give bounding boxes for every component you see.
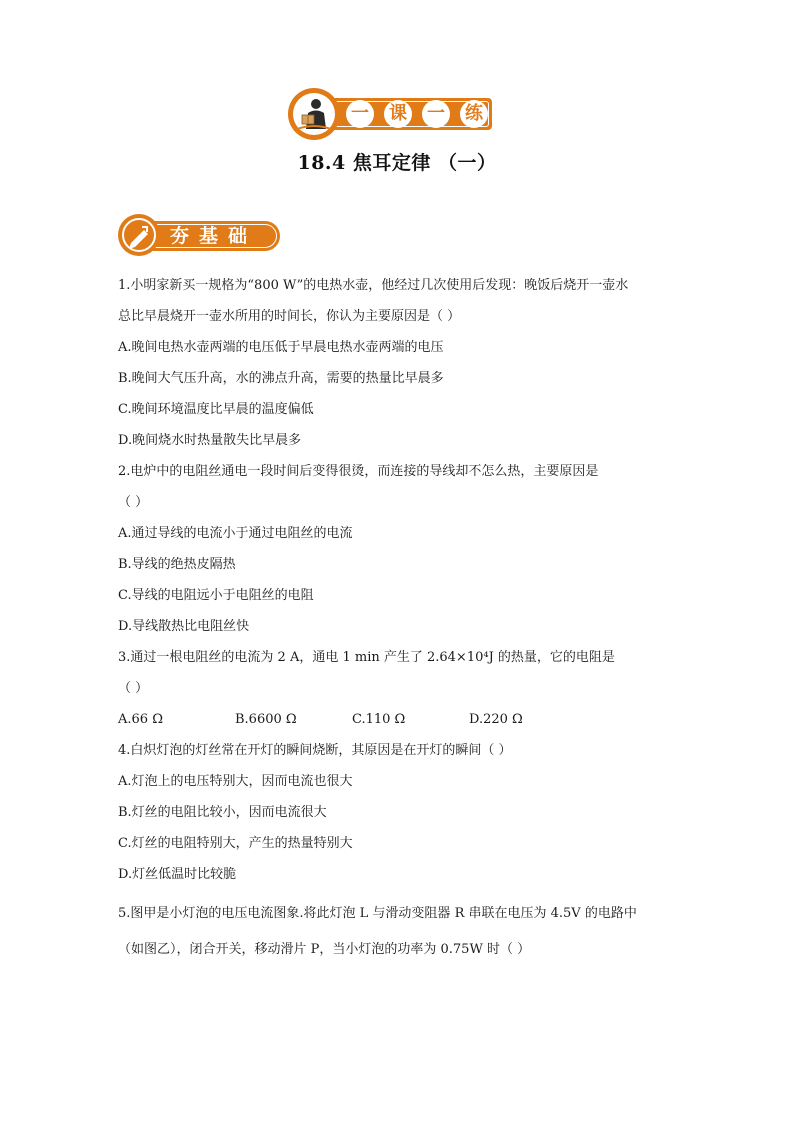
option-b: B.6600 Ω <box>235 712 297 727</box>
section-label: 夯基础 <box>170 225 258 247</box>
banner-char: 练 <box>460 100 488 128</box>
option-d: D.220 Ω <box>469 712 523 727</box>
section-badge <box>118 212 284 258</box>
question-stem: 3.通过一根电阻丝的电流为 2 A，通电 1 min 产生了 2.64×10⁴J 的热量，它的电阻是 <box>118 650 615 665</box>
banner-emblem <box>288 88 340 140</box>
question-list <box>118 270 686 968</box>
banner-char: 一 <box>422 100 450 128</box>
page-title: 18.4 焦耳定律 （一） <box>297 152 497 174</box>
option-b: B.晚间大气压升高，水的沸点升高，需要的热量比早晨多 <box>118 371 444 386</box>
option-d: D.晚间烧水时热量散失比早晨多 <box>118 433 302 448</box>
pencil-emblem <box>118 214 160 256</box>
option-a: A.通过导线的电流小于通过电阻丝的电流 <box>118 526 353 541</box>
banner-title <box>346 99 488 129</box>
option-c: C.晚间环境温度比早晨的温度偏低 <box>118 402 314 417</box>
question-stem: 5.图甲是小灯泡的电压电流图象.将此灯泡 L 与滑动变阻器 R 串联在电压为 4.5V 的电路中 <box>118 906 637 921</box>
question-stem: 4.白炽灯泡的灯丝常在开灯的瞬间烧断，其原因是在开灯的瞬间（ ） <box>118 743 512 758</box>
question-1 <box>118 270 686 456</box>
option-b: B.导线的绝热皮隔热 <box>118 557 236 572</box>
choice-row <box>118 704 686 735</box>
question-3 <box>118 642 686 735</box>
pencil-icon <box>118 214 160 256</box>
option-a: A.灯泡上的电压特别大，因而电流也很大 <box>118 774 353 789</box>
banner-char: 课 <box>384 100 412 128</box>
question-stem: 1.小明家新买一规格为“800 W”的电热水壶，他经过几次使用后发现：晚饭后烧开一壶水 <box>118 278 629 293</box>
option-c: C.导线的电阻远小于电阻丝的电阻 <box>118 588 314 603</box>
option-c: C.灯丝的电阻特别大，产生的热量特别大 <box>118 836 353 851</box>
lesson-banner <box>288 88 496 138</box>
question-stem: （ ） <box>118 681 149 696</box>
question-stem: （如图乙），闭合开关，移动滑片 P，当小灯泡的功率为 0.75W 时（ ） <box>118 942 531 957</box>
option-d: D.灯丝低温时比较脆 <box>118 867 237 882</box>
banner-char: 一 <box>346 100 374 128</box>
question-stem: 总比早晨烧开一壶水所用的时间长，你认为主要原因是（ ） <box>118 309 461 324</box>
option-d: D.导线散热比电阻丝快 <box>118 619 250 634</box>
option-c: C.110 Ω <box>352 712 406 727</box>
reading-person-icon <box>293 93 335 135</box>
question-stem: （ ） <box>118 495 149 510</box>
question-2 <box>118 456 686 642</box>
question-stem: 2.电炉中的电阻丝通电一段时间后变得很烫，而连接的导线却不怎么热，主要原因是 <box>118 464 599 479</box>
option-a: A.66 Ω <box>118 712 163 727</box>
option-a: A.晚间电热水壶两端的电压低于早晨电热水壶两端的电压 <box>118 340 444 355</box>
question-5 <box>118 896 686 968</box>
question-4 <box>118 735 686 890</box>
option-b: B.灯丝的电阻比较小，因而电流很大 <box>118 805 327 820</box>
